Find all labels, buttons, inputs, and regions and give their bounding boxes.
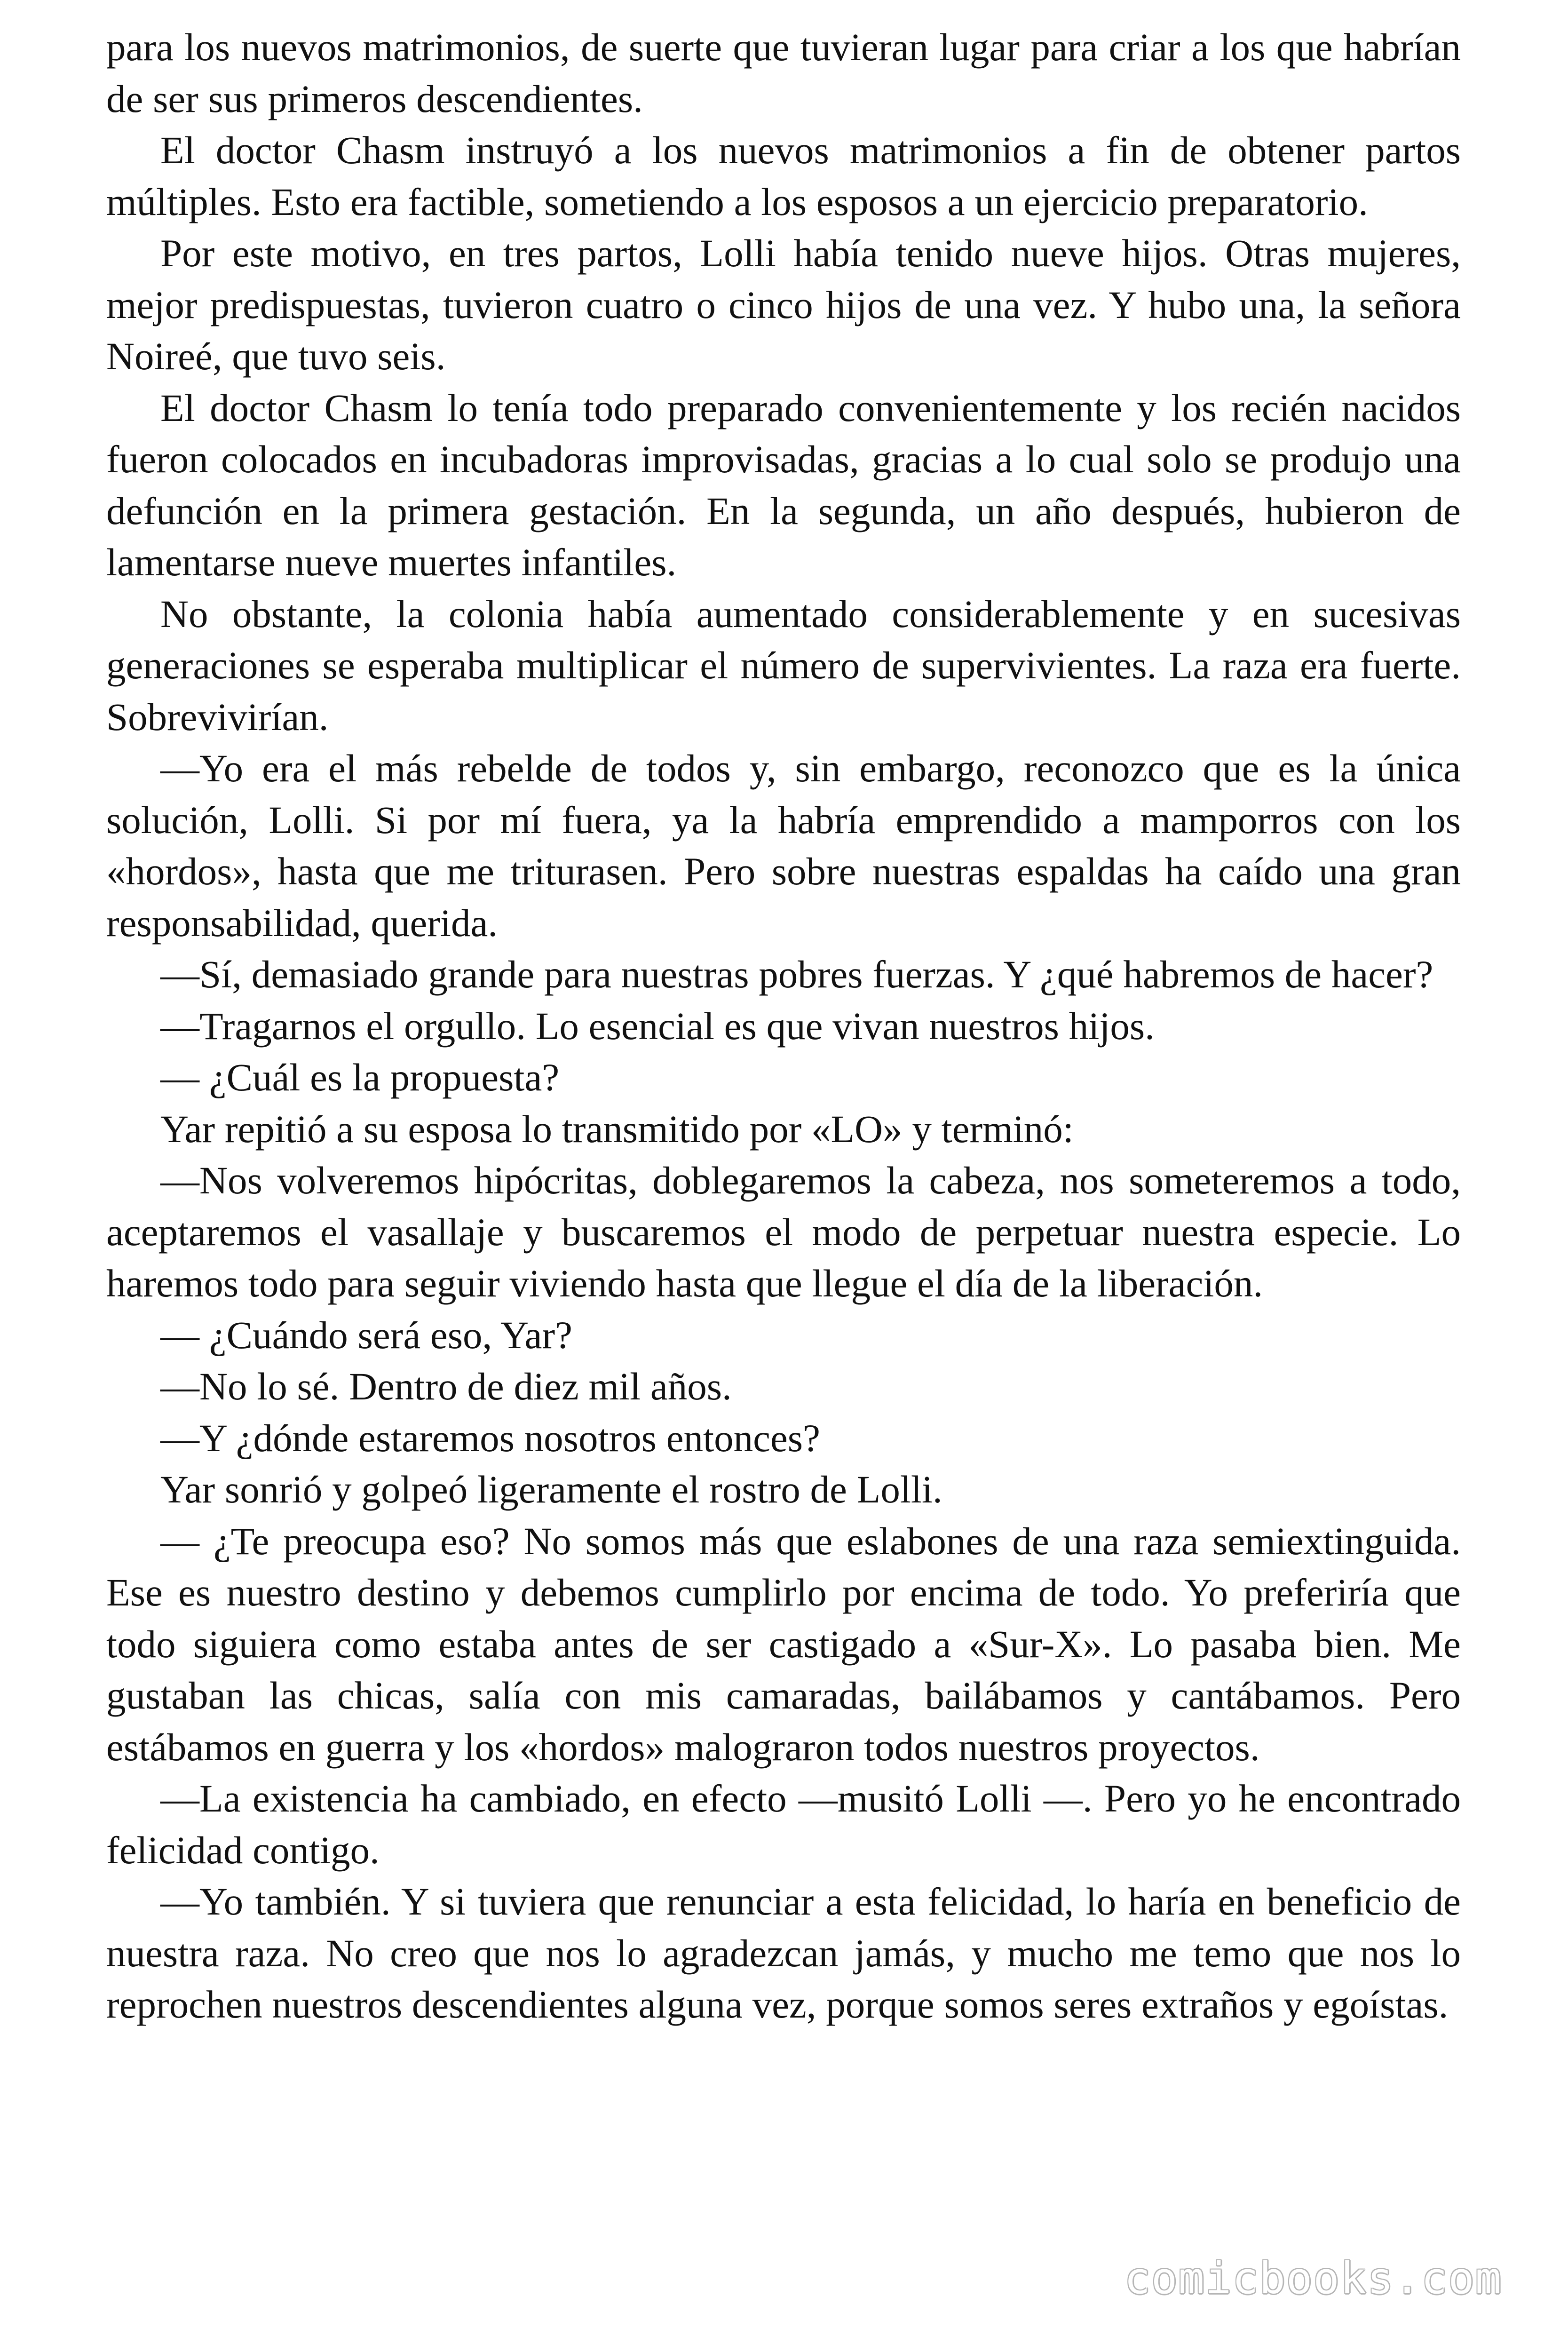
paragraph-16: — ¿Te preocupa eso? No somos más que eslabones de una raza semiextinguida. Ese es nuestro destino y debemos cumplirlo por encima de todo. Yo preferiría que todo siguiera como estaba antes de ser castigado a «Sur-X». Lo pasaba bien. Me gustaban las chicas, salía con mis camaradas, bailábamos y cantábamos. Pero estábamos en guerra y los «hordos» malograron todos nuestros proyectos. xyxy=(106,1519,1461,1769)
document-page xyxy=(106,22,1461,2031)
paragraph-4: El doctor Chasm lo tenía todo preparado convenientemente y los recién nacidos fueron colocados en incubadoras improvisadas, gracias a lo cual solo se produjo una defunción en la primera gestación. En la segunda, un año después, hubieron de lamentarse nueve muertes infantiles. xyxy=(106,386,1461,584)
paragraph-15: Yar sonrió y golpeó ligeramente el rostro de Lolli. xyxy=(160,1468,942,1511)
paragraph-5: No obstante, la colonia había aumentado considerablemente y en sucesivas generaciones se esperaba multiplicar el número de supervivientes. La raza era fuerte. Sobrevivirían. xyxy=(106,592,1461,739)
paragraph-12: — ¿Cuándo será eso, Yar? xyxy=(160,1313,572,1357)
paragraph-7: —Sí, demasiado grande para nuestras pobres fuerzas. Y ¿qué habremos de hacer? xyxy=(160,953,1433,996)
paragraph-17: —La existencia ha cambiado, en efecto —musitó Lolli —. Pero yo he encontrado felicidad contigo. xyxy=(106,1777,1461,1872)
paragraph-2: El doctor Chasm instruyó a los nuevos matrimonios a fin de obtener partos múltiples. Esto era factible, sometiendo a los esposos a un ejercicio preparatorio. xyxy=(106,128,1461,223)
paragraph-18: —Yo también. Y si tuviera que renunciar a esta felicidad, lo haría en beneficio de nuestra raza. No creo que nos lo agradezcan jamás, y mucho me temo que nos lo reprochen nuestros descendientes alguna vez, porque somos seres extraños y egoístas. xyxy=(106,1880,1461,2026)
paragraph-3: Por este motivo, en tres partos, Lolli había tenido nueve hijos. Otras mujeres, mejor predispuestas, tuvieron cuatro o cinco hijos de una vez. Y hubo una, la señora Noireé, que tuvo seis. xyxy=(106,231,1461,378)
paragraph-14: —Y ¿dónde estaremos nosotros entonces? xyxy=(160,1416,820,1460)
paragraph-1: para los nuevos matrimonios, de suerte que tuvieran lugar para criar a los que habrían de ser sus primeros descendientes. xyxy=(106,25,1461,120)
paragraph-9: — ¿Cuál es la propuesta? xyxy=(160,1056,560,1099)
paragraph-6: —Yo era el más rebelde de todos y, sin embargo, reconozco que es la única solución, Lolli. Si por mí fuera, ya la habría emprendido a mamporros con los «hordos», hasta que me triturasen. Pero sobre nuestras espaldas ha caído una gran responsabilidad, querida. xyxy=(106,747,1461,945)
paragraph-11: —Nos volveremos hipócritas, doblegaremos la cabeza, nos someteremos a todo, aceptaremos el vasallaje y buscaremos el modo de perpetuar nuestra especie. Lo haremos todo para seguir viviendo hasta que llegue el día de la liberación. xyxy=(106,1159,1461,1305)
paragraph-10: Yar repitió a su esposa lo transmitido por «LO» y terminó: xyxy=(160,1107,1074,1151)
paragraph-8: —Tragarnos el orgullo. Lo esencial es que vivan nuestros hijos. xyxy=(160,1004,1155,1048)
paragraph-13: —No lo sé. Dentro de diez mil años. xyxy=(160,1365,732,1408)
watermark-logo: comicbooks.com xyxy=(1124,2253,1502,2304)
